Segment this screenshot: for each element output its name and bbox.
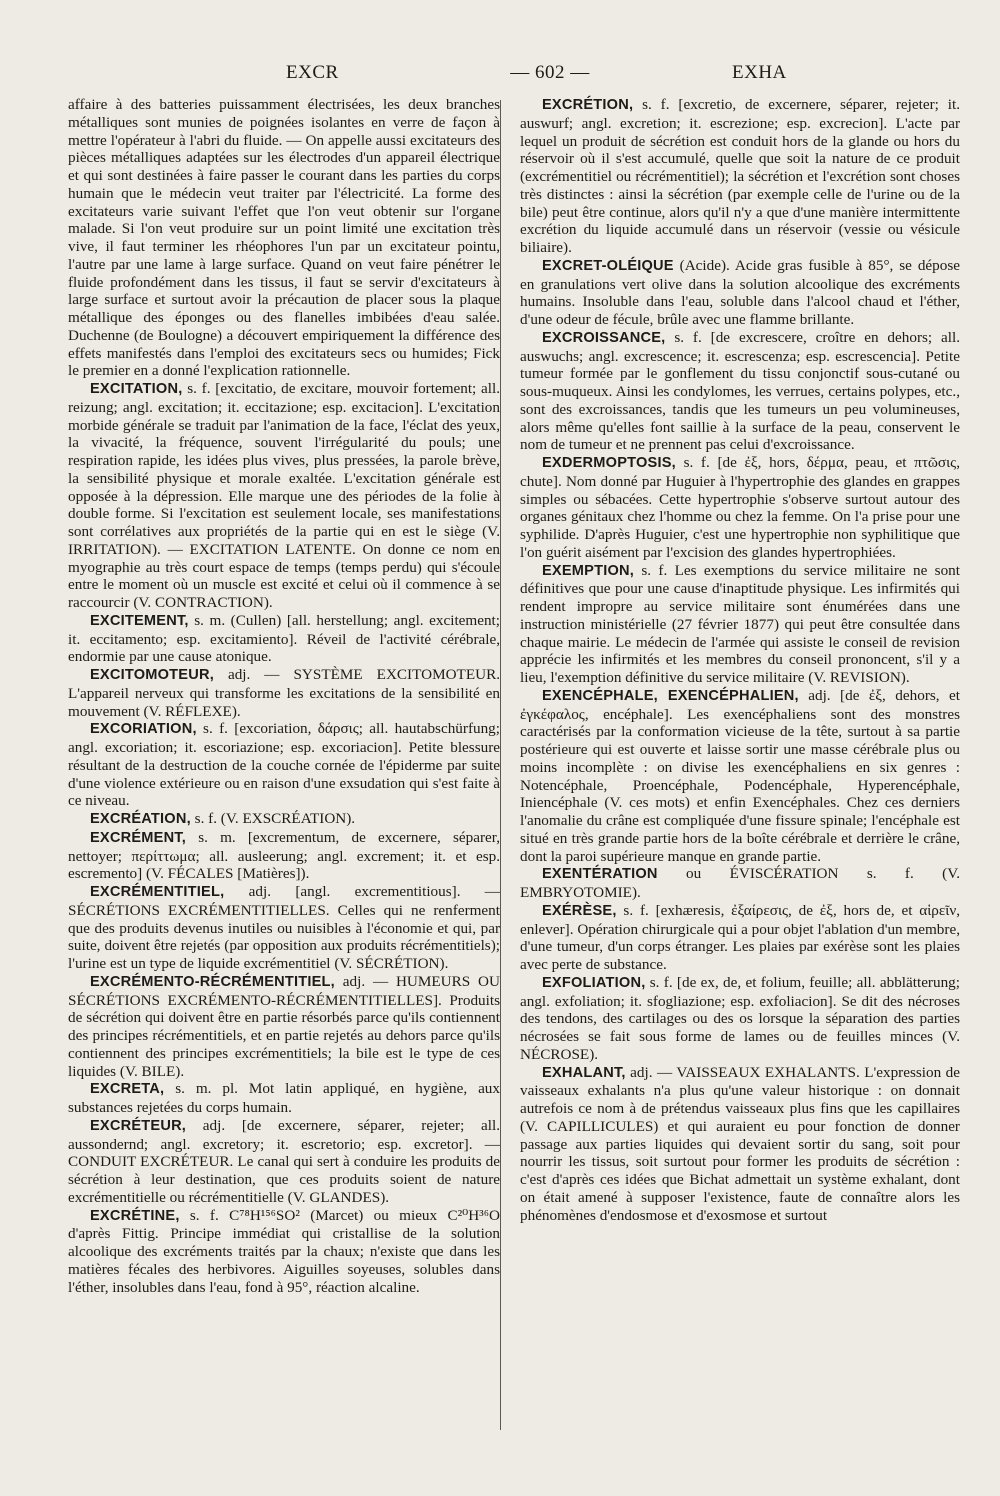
dictionary-entry — [520, 257, 960, 329]
dictionary-entry — [520, 454, 960, 562]
entry-headword: EXÉRÈSE, — [542, 902, 617, 919]
entry-headword: EXDERMOPTOSIS, — [542, 455, 676, 471]
entry-definition: (Acide). Acide gras fusible à 85°, se dépose en granulations vert olive dans la solution alcoolique des excréments humains. Insoluble dans l'eau, soluble dans l'alcool chaud et l'éther, d'une odeur de fécule, brûle avec une flamme brillante. — [520, 256, 960, 328]
dictionary-entry — [520, 562, 960, 687]
entry-headword: EXENCÉPHALE, EXENCÉPHALIEN, — [542, 687, 799, 704]
dictionary-entry — [68, 973, 500, 1081]
entry-headword: EXCRETA, — [90, 1081, 165, 1098]
dictionary-entry — [68, 666, 500, 720]
dictionary-entry — [520, 902, 960, 974]
entry-definition: adj. — SYSTÈME EXCITOMOTEUR. L'appareil nerveux qui transforme les excitations de la sensibilité en mouvement (V. RÉFLEXE). — [68, 666, 500, 720]
entry-headword: EXCROISSANCE, — [542, 329, 666, 346]
entry-definition: adj. [de excernere, séparer, rejeter; all. aussondernd; angl. excretory; it. escretorio; esp. excretor]. — CONDUIT EXCRÉTEUR. Le canal qui sert à conduire les produits de sécrétion à leur destination, que ces produits soient de nature excrémentitielle ou récrémentitielle (V. GLANDES). — [68, 1116, 500, 1206]
entry-definition: adj. — HUMEURS OU SÉCRÉTIONS EXCRÉMENTO-RÉCRÉMENTITIELLES]. Produits de sécrétion qui doivent être en partie résorbés parce qu'ils contiennent des principes récrémentitiels, et en partie rejetés au dehors parce qu'ils contiennent des principes excrémentitiels; la bile est le type de ces liquides (V. BILE). — [68, 972, 500, 1080]
entry-headword: EXENTÉRATION — [542, 866, 658, 883]
right-column — [520, 96, 960, 1224]
dictionary-entry — [520, 687, 960, 866]
entry-headword: EXCORIATION, — [90, 721, 197, 738]
dictionary-entry — [520, 1064, 960, 1225]
dictionary-entry — [68, 1207, 500, 1297]
entry-definition: adj. [de ἐξ, dehors, et ἐγκέφαλος, encéphale]. Les exencéphaliens sont des monstres caractérisés par la conformation vicieuse de la tête, surtout à sa partie postérieure qui est ouverte et laisse sortir une masse cérébrale plus ou moins incomplète : on divise les exencéphaliens en six genres : Notencéphale, Proencéphale, Podencéphale, Hyperencéphale, Iniencéphale (V. ces mots) et enfin Exencéphales. Chez ces derniers l'anomalie du crâne est compliquée d'une fissure spinale; l'encéphale est situé en très grande partie hors de la boîte cérébrale et derrière le crâne, dont la paroi supérieure manque en grande partie. — [520, 686, 961, 865]
column-divider — [500, 100, 501, 1430]
running-head — [78, 62, 930, 90]
entry-definition: s. m. (Cullen) [all. herstellung; angl. excitement; it. eccitamento; esp. excitamiento]. Réveil de l'activité cérébrale, endormie par une cause atonique. — [68, 611, 500, 666]
dictionary-entry — [68, 1080, 500, 1117]
dictionary-entry — [68, 829, 500, 883]
entry-definition: adj. [angl. excrementitious]. — SÉCRÉTIONS EXCRÉMENTITIELLES. Celles qui ne renferment que des produits devenus inutiles ou nuisibles à l'économie et qui, par suite, doivent être rejetés (par opposition aux produits récrémentitiels); l'urine est un type de liquide excrémentitiel (V. SÉCRÉTION). — [68, 883, 500, 972]
header-left-word: EXCR — [286, 62, 339, 83]
dictionary-entry — [68, 380, 500, 612]
dictionary-entry — [68, 720, 500, 810]
dictionary-entry — [68, 810, 500, 829]
entry-definition: s. f. [de ἐξ, hors, δέρμα, peau, et πτῶσις, chute]. Nom donné par Huguier à l'hypertrophie des glandes en grappes simples ou sébacées. Cette hypertrophie s'observe surtout autour des organes génitaux chez l'homme ou chez la femme. On l'a prise pour une syphilide. D'après Huguier, c'est une hypertrophie non syphilitique que l'on guérit aisément par l'excision des glandes hypertrophiées. — [520, 454, 960, 561]
entry-definition: s. f. [excitatio, de excitare, mouvoir fortement; all. reizung; angl. excitation; it. eccitazione; esp. excitacion]. L'excitation morbide générale se traduit par l'animation de la face, l'éclat des yeux, la vivacité, la fréquence, souvent l'irrégularité du pouls; une respiration rapide, les idées plus vives, plus pressées, la parole brève, la sensibilité physique et morale exaltée. L'excitation générale est opposée à la dépression. Elle marque une des périodes de la folie à double forme. Si l'excitation est seulement locale, ses manifestations sont corrélatives aux propriétés de la partie qui en est le siège (V. IRRITATION). — EXCITATION LATENTE. On donne ce nom en myographie au très court espace de temps (temps perdu) qui s'écoule entre le moment où un muscle est excité et celui où il commence à se raccourcir (V. CONTRACTION). — [68, 380, 500, 611]
dictionary-entry — [68, 612, 500, 666]
entry-definition: ou ÉVISCÉRATION s. f. (V. EMBRYOTOMIE). — [520, 865, 960, 901]
entry-headword: EXCRÉMENT, — [90, 829, 187, 846]
dictionary-entry — [68, 1117, 500, 1207]
entry-headword: EXCRÉMENTITIEL, — [90, 884, 225, 900]
dictionary-entry — [68, 883, 500, 973]
entry-headword: EXCITEMENT, — [90, 612, 189, 629]
entry-headword: EXCRÉATION, — [90, 811, 191, 827]
entry-headword: EXCRÉMENTO-RÉCRÉMENTITIEL, — [90, 973, 335, 990]
entry-definition: s. f. [excoriation, δάρσις; all. hautabschürfung; angl. excoriation; it. escoriazione; esp. excoriacion]. Petite blessure résultant de la destruction de la couche cornée de l'épiderme par suite d'une violence extérieure ou en raison d'une exsudation qui s'est faite à ce niveau. — [68, 720, 500, 810]
left-column — [68, 96, 500, 1296]
entry-definition: affaire à des batteries puissamment électrisées, les deux branches métalliques sont munies de poignées isolantes en verre de façon à mettre l'opérateur à l'abri du fluide. — On appelle aussi excitateurs des pièces métalliques adaptées sur les électrodes d'un appareil électrique et qui sont destinées à faire passer le courant dans les parties du corps humain que le médecin veut traiter par l'électricité. La forme des excitateurs varie suivant l'effet que l'on veut obtenir sur l'organe malade. Si l'on veut produire sur un point limité une excitation très vive, il faut terminer les rhéophores l'un par un excitateur pointu, l'autre par une lame à large surface. Quand on veut faire pénétrer le fluide profondément dans les tissus, il faut se servir d'excitateurs à large surface et surtout avoir la précaution de placer sous la plaque métallique des éponges ou des flanelles imbibées d'eau salée. Duchenne (de Boulogne) a découvert empiriquement la différence des effets manifestés dans l'emploi des excitateurs secs ou humides; Fick le premier en a donné l'explication rationnelle. — [68, 96, 500, 380]
entry-definition: s. f. [exhæresis, ἐξαίρεσις, de ἐξ, hors de, et αἱρεῖν, enlever]. Opération chirurgicale qui a pour objet l'ablation d'un membre, d'une tumeur, d'un corps étranger. Les plaies par exérèse sont les plaies avec perte de substance. — [520, 901, 960, 973]
dictionary-entry — [68, 96, 500, 380]
entry-headword: EXEMPTION, — [542, 562, 635, 579]
header-right-word: EXHA — [732, 62, 787, 83]
page-number: — 602 — — [510, 62, 590, 83]
entry-headword: EXCRÉTINE, — [90, 1207, 180, 1224]
dictionary-entry — [520, 329, 960, 454]
entry-headword: EXFOLIATION, — [542, 974, 646, 991]
entry-headword: EXCITOMOTEUR, — [90, 667, 214, 683]
entry-headword: EXCRET-OLÉIQUE — [542, 257, 674, 274]
entry-definition: s. m. pl. Mot latin appliqué, en hygiène, aux substances rejetées du corps humain. — [68, 1080, 500, 1116]
entry-headword: EXCRÉTEUR, — [90, 1117, 187, 1134]
entry-definition: s. f. [excretio, de excernere, séparer, rejeter; it. auswurf; angl. excretion; it. escrezione; esp. excrecion]. L'acte par lequel un produit de sécrétion est conduit hors de la glande ou hors du réservoir où il s'est accumulé, quelle que soit la nature de ce produit (excrémentitiel ou récrémentitiel); la sécrétion et l'excrétion sont choses très distinctes : ainsi la sécrétion (par exemple celle de l'urine ou de la bile) peut être continue, alors qu'il n'y a que d'une manière intermittente excrétion du liquide accumulé dans un réservoir (vessie ou vésicule biliaire). — [520, 96, 960, 256]
entry-headword: EXCRÉTION, — [542, 97, 634, 113]
entry-definition: adj. — VAISSEAUX EXHALANTS. L'expression de vaisseaux exhalants n'a plus qu'une valeur historique : on donnait autrefois ce nom à de prétendus vaisseaux plus fins que les capillaires (V. CAPILLICULES) et qui auraient eu pour fonction de donner passage aux parties liquides qui devaient sortir du sang, soit pour nourrir les tissus, soit surtout pour former les produits de sécrétion : c'est d'après ces idées que Bichat admettait un système exhalant, dont on était amené à supposer l'existence, faute de connaître alors les phénomènes d'endosmose et d'exosmose et surtout — [520, 1063, 960, 1224]
entry-definition: s. f. C⁷⁸H¹⁵⁶SO² (Marcet) ou mieux C²⁰H³⁶O d'après Fittig. Principe immédiat qui cristallise de la solution alcoolique des excréments traités par la chaux; n'existe que dans les matières fécales des herbivores. Aiguilles soyeuses, solubles dans l'éther, insolubles dans l'eau, fond à 95°, réaction alcaline. — [68, 1206, 500, 1296]
dictionary-entry — [520, 865, 960, 902]
entry-headword: EXCITATION, — [90, 381, 183, 397]
entry-definition: s. f. [de excrescere, croître en dehors; all. auswuchs; angl. excrescence; it. escrescenza; esp. escrescencia]. Petite tumeur formée par le gonflement du tissu conjonctif sous-cutané ou sous-muqueux. Ainsi les condylomes, les verrues, certains polypes, etc., sont des excroissances, tandis que les tumeurs un peu volumineuses, alors même qu'elles font saillie à la surface de la peau, conservent le nom de tumeur et ne prennent pas celui d'excroissance. — [520, 328, 960, 454]
entry-headword: EXHALANT, — [542, 1064, 626, 1081]
entry-definition: s. m. [excrementum, de excernere, séparer, nettoyer; περίττωμα; all. ausleerung; angl. excrement; it. et esp. escremento] (V. FÉCALES [Matières]). — [68, 828, 500, 883]
entry-definition: s. f. Les exemptions du service militaire ne sont définitives que pour une cause d'inaptitude physique. Les infirmités qui rendent impropre au service militaire sont énumérées dans une instruction ministérielle (27 février 1877) qui peut être consultée dans chaque mairie. Le médecin de l'armée qui assiste le conseil de revision apprécie les infirmités et les membres du conseil prononcent, s'il y a lieu, l'exemption définitive du service militaire (V. REVISION). — [520, 561, 960, 686]
entry-definition: s. f. (V. EXSCRÉATION). — [190, 810, 356, 827]
dictionary-entry — [520, 96, 960, 257]
dictionary-entry — [520, 974, 960, 1064]
entry-definition: s. f. [de ex, de, et folium, feuille; all. abblätterung; angl. exfoliation; it. sfogliazione; esp. exfoliacion]. Se dit des nécroses des tendons, des cartilages ou des os lorsque la séparation des parties nécrosées se fait sous forme de lames ou de feuilles minces (V. NÉCROSE). — [520, 973, 960, 1063]
